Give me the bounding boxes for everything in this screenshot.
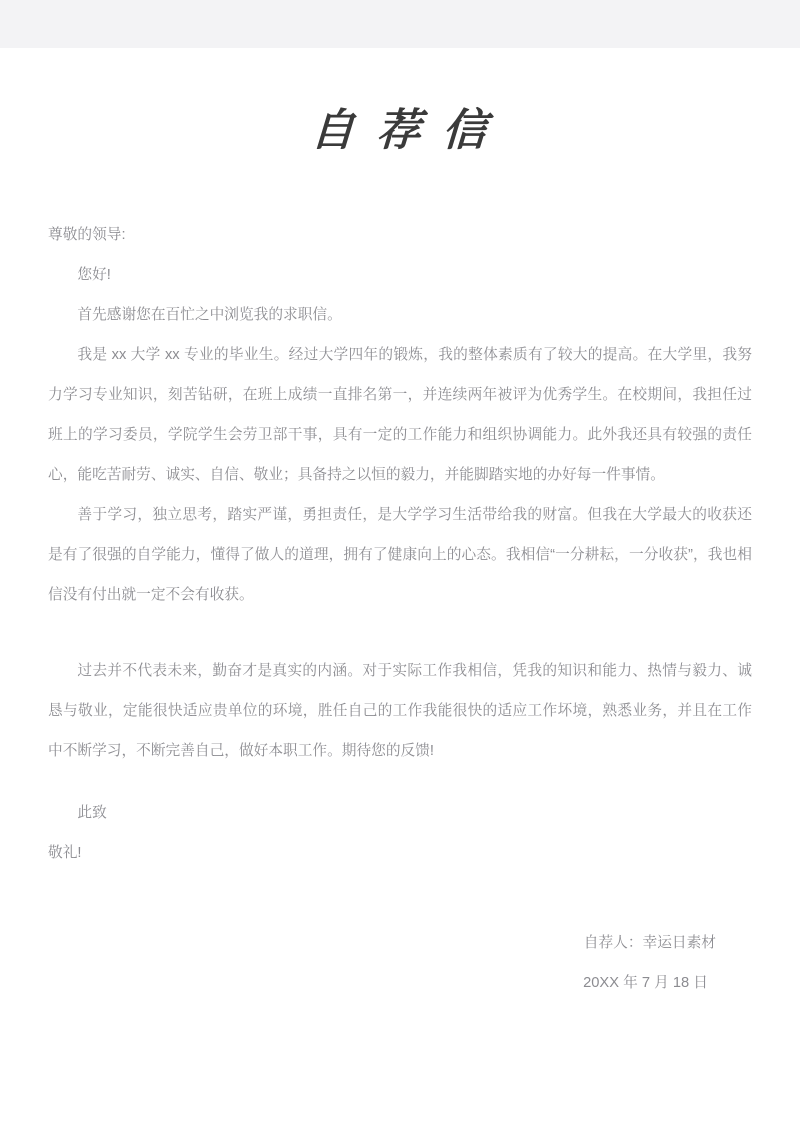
signature-date: 20XX 年 7 月 18 日: [583, 974, 708, 991]
paragraph-qualities: 善于学习，独立思考，踏实严谨，勇担责任，是大学学习生活带给我的财富。但我在大学最大的收获还是有了很强的自学能力，懂得了做人的道理，拥有了健康向上的心态。我相信“一分耕耘，一分收获”，我也相信没有付出就一定不会有收获。: [48, 506, 752, 603]
paragraph-background: 我是 xx 大学 xx 专业的毕业生。经过大学四年的锻炼，我的整体素质有了较大的提高。在大学里，我努力学习专业知识，刻苦钻研，在班上成绩一直排名第一，并连续两年被评为优秀学生。在校期间，我担任过班上的学习委员，学院学生会劳卫部干事，具有一定的工作能力和组织协调能力。此外我还具有较强的责任心，能吃苦耐劳、诚实、自信、敬业；具备持之以恒的毅力，并能脚踏实地的办好每一件事情。: [48, 346, 752, 483]
top-gray-band: [0, 0, 800, 48]
signature-block: [48, 923, 752, 1003]
document-page: [0, 48, 800, 1132]
letter-body: [48, 215, 752, 771]
closing-line-jingli: 敬礼!: [48, 844, 82, 861]
paragraph-spacer: [48, 615, 752, 651]
salutation: 尊敬的领导:: [48, 226, 126, 243]
page-title: 自荐信: [309, 105, 510, 156]
closing-block: [48, 793, 752, 873]
paragraph-thanks: 首先感谢您在百忙之中浏览我的求职信。: [77, 306, 342, 323]
paragraph-greeting: 您好!: [77, 266, 111, 283]
paragraph-future: 过去并不代表未来，勤奋才是真实的内涵。对于实际工作我相信，凭我的知识和能力、热情与毅力、诚恳与敬业，定能很快适应贵单位的环境，胜任自己的工作我能很快的适应工作坏境，熟悉业务，并且在工作中不断学习，不断完善自己，做好本职工作。期待您的反馈!: [48, 662, 752, 759]
closing-line-cizhi: 此致: [77, 804, 107, 821]
signature-author: 自荐人：幸运日素材: [583, 934, 716, 951]
